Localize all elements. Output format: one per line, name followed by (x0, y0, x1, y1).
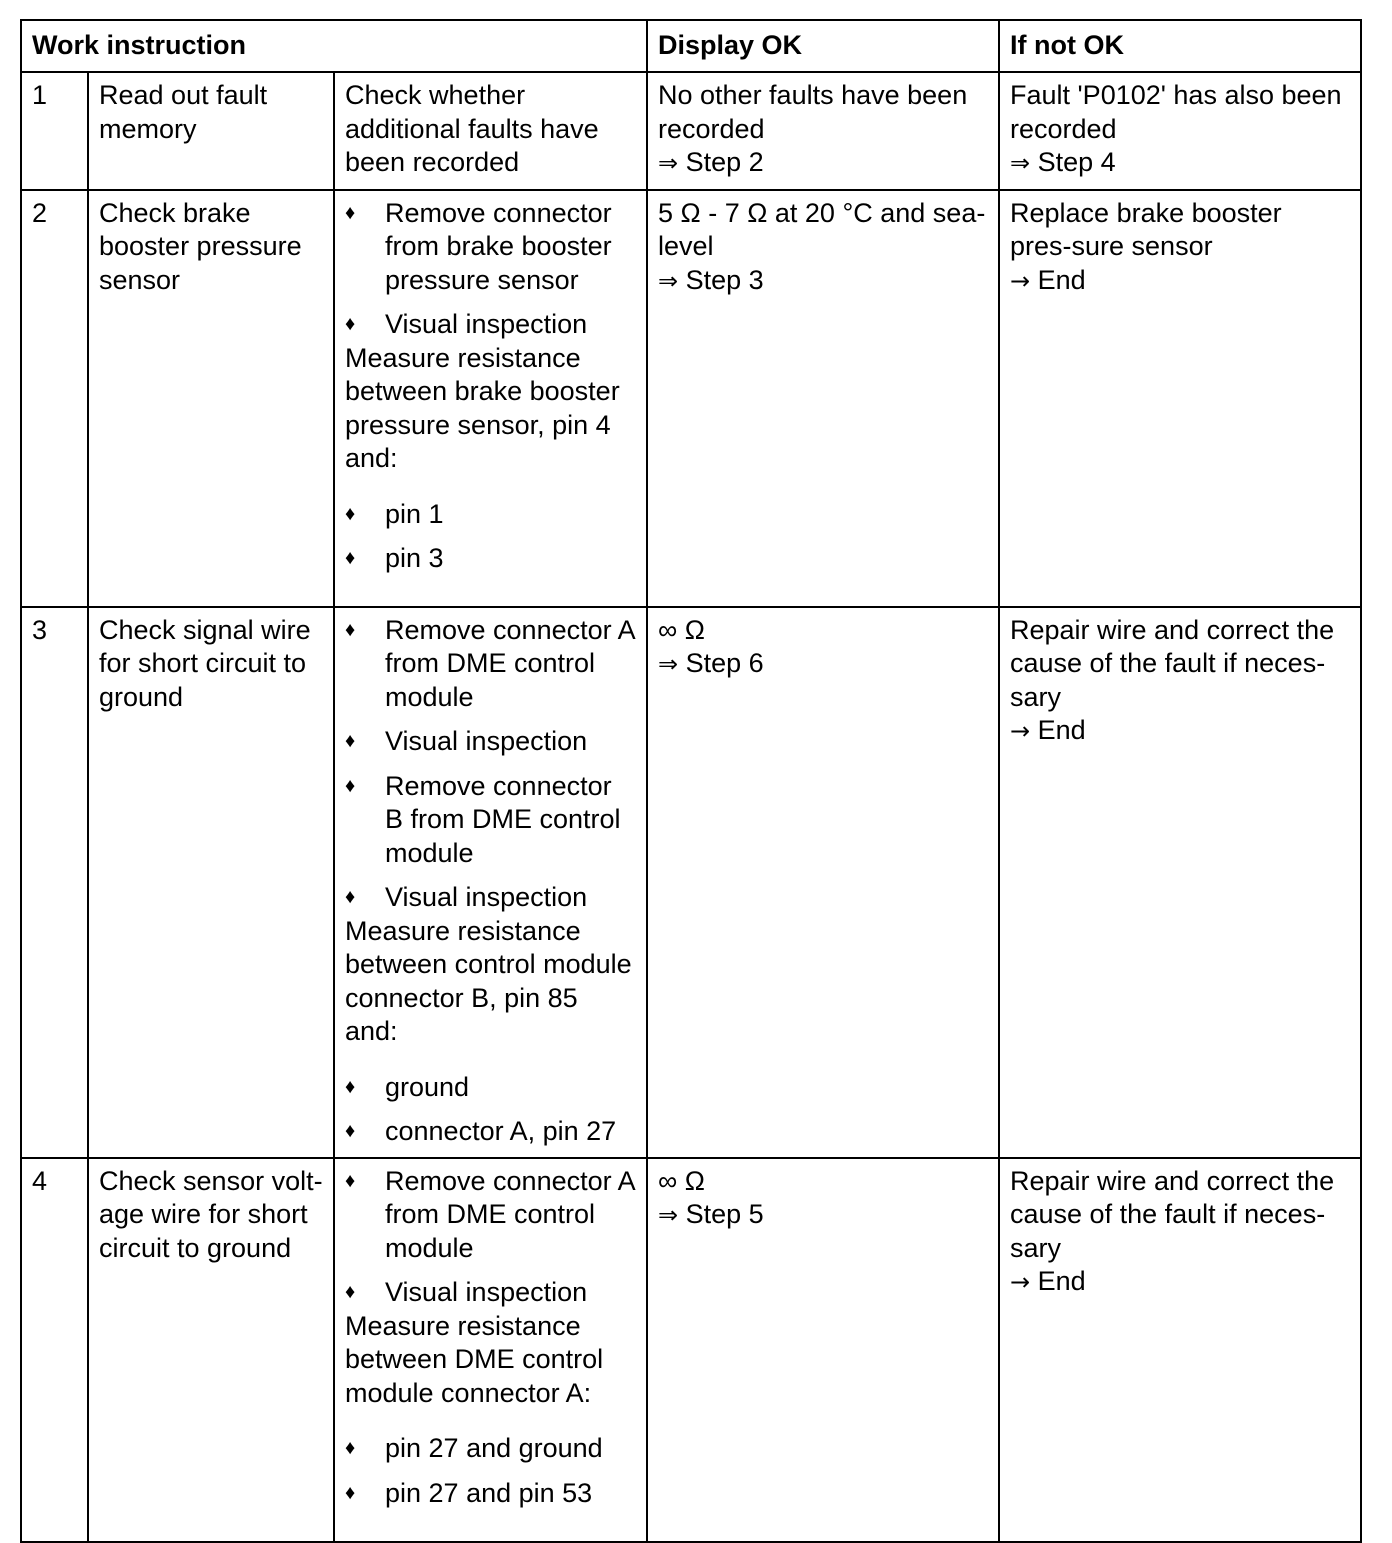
display-ok-cell (647, 72, 999, 190)
header-row (21, 20, 1361, 72)
not-ok-arrow-icon: → (1010, 266, 1031, 295)
diamond-bullet-icon: ♦ (345, 502, 356, 525)
step-number: 3 (21, 607, 88, 1158)
not-ok-target: End (1037, 715, 1086, 745)
ok-text: No other faults have been recorded (658, 80, 968, 144)
diamond-bullet-icon: ♦ (345, 1120, 356, 1142)
ok-text: ∞ Ω (658, 614, 705, 645)
diamond-bullet-icon: ♦ (345, 313, 356, 335)
not-ok-cell (999, 72, 1361, 190)
not-ok-target: Step 4 (1037, 147, 1116, 177)
diamond-bullet-icon: ♦ (345, 774, 356, 797)
ok-target: Step 3 (685, 264, 764, 295)
ok-arrow-icon: ⇒ (658, 149, 679, 177)
display-ok-cell (647, 607, 999, 1158)
diamond-bullet-icon: ♦ (345, 1281, 356, 1303)
step-action (334, 607, 647, 1158)
diamond-bullet-icon: ♦ (345, 547, 356, 569)
list-item: ♦ connector A, pin 27 (345, 1115, 636, 1149)
diamond-bullet-icon: ♦ (345, 618, 356, 641)
ok-arrow-icon: ⇒ (658, 1201, 679, 1229)
ok-arrow-icon: ⇒ (658, 266, 679, 295)
not-ok-arrow-icon: ⇒ (1010, 149, 1031, 177)
list-item: ♦ Remove connector A from DME control module (345, 1165, 635, 1263)
list-item: ♦ pin 27 and pin 53 (345, 1477, 636, 1511)
measure-text: Measure resistance between DME control module connector A: (345, 1310, 604, 1408)
bullet-list (345, 498, 636, 576)
list-item: ♦ Visual inspection (345, 725, 636, 759)
ok-target: Step 6 (685, 648, 764, 678)
ok-text: ∞ Ω (658, 1165, 705, 1196)
ok-text: 5 Ω - 7 Ω at 20 °C and sea-level (658, 197, 986, 261)
step-title: Check signal wire for short circuit to ground (88, 607, 334, 1158)
not-ok-target: End (1037, 264, 1086, 295)
ok-target: Step 2 (685, 147, 764, 177)
not-ok-cell (999, 1158, 1361, 1542)
diamond-bullet-icon: ♦ (345, 1481, 356, 1504)
step-number: 4 (21, 1158, 88, 1542)
step-action (334, 190, 647, 607)
list-item: ♦ pin 3 (345, 542, 636, 576)
header-work-instruction: Work instruction (21, 20, 647, 72)
bullet-list (345, 1071, 636, 1149)
display-ok-cell (647, 1158, 999, 1542)
diamond-bullet-icon: ♦ (345, 1437, 356, 1459)
bullet-list (345, 1165, 636, 1310)
ok-arrow-icon: ⇒ (658, 650, 679, 678)
table-row (21, 72, 1361, 190)
diamond-bullet-icon: ♦ (345, 201, 356, 224)
table-row (21, 190, 1361, 607)
bullet-list (345, 614, 636, 915)
step-number: 1 (21, 72, 88, 190)
work-instruction-table (20, 19, 1362, 1543)
bullet-list (345, 1432, 636, 1510)
header-display-ok: Display OK (647, 20, 999, 72)
list-item: ♦ pin 1 (345, 498, 636, 532)
diamond-bullet-icon: ♦ (345, 886, 356, 908)
step-action: Check whether additional faults have been recorded (334, 72, 647, 190)
step-title: Check sensor volt-age wire for short circuit to ground (88, 1158, 334, 1542)
not-ok-arrow-icon: → (1010, 717, 1031, 745)
list-item: ♦ Visual inspection (345, 1276, 636, 1310)
not-ok-text: Repair wire and correct the cause of the fault if neces-sary (1010, 614, 1335, 712)
ok-target: Step 5 (685, 1199, 764, 1229)
table-row (21, 1158, 1361, 1542)
not-ok-target: End (1037, 1266, 1086, 1296)
diamond-bullet-icon: ♦ (345, 1169, 356, 1192)
list-item: ♦ ground (345, 1071, 636, 1105)
not-ok-text: Replace brake booster pres-sure sensor (1010, 197, 1282, 261)
not-ok-cell (999, 190, 1361, 607)
step-title: Read out fault memory (88, 72, 334, 190)
list-item: ♦ Remove connector B from DME control module (345, 770, 621, 868)
list-item: ♦ Visual inspection (345, 881, 636, 915)
display-ok-cell (647, 190, 999, 607)
not-ok-cell (999, 607, 1361, 1158)
measure-text: Measure resistance between brake booster pressure sensor, pin 4 and: (345, 342, 620, 473)
step-number: 2 (21, 190, 88, 607)
table-row (21, 607, 1361, 1158)
diamond-bullet-icon: ♦ (345, 730, 356, 752)
step-action (334, 1158, 647, 1542)
list-item: ♦ Visual inspection (345, 308, 636, 342)
step-title: Check brake booster pressure sensor (88, 190, 334, 607)
not-ok-text: Fault 'P0102' has also been recorded (1010, 80, 1342, 144)
bullet-list (345, 197, 636, 342)
header-if-not-ok: If not OK (999, 20, 1361, 72)
diamond-bullet-icon: ♦ (345, 1075, 356, 1098)
list-item: ♦ pin 27 and ground (345, 1432, 636, 1466)
list-item: ♦ Remove connector A from DME control module (345, 614, 635, 712)
not-ok-arrow-icon: → (1010, 1268, 1031, 1296)
measure-text: Measure resistance between control module connector B, pin 85 and: (345, 915, 632, 1046)
list-item: ♦ Remove connector from brake booster pressure sensor (345, 197, 612, 295)
not-ok-text: Repair wire and correct the cause of the fault if neces-sary (1010, 1165, 1335, 1263)
